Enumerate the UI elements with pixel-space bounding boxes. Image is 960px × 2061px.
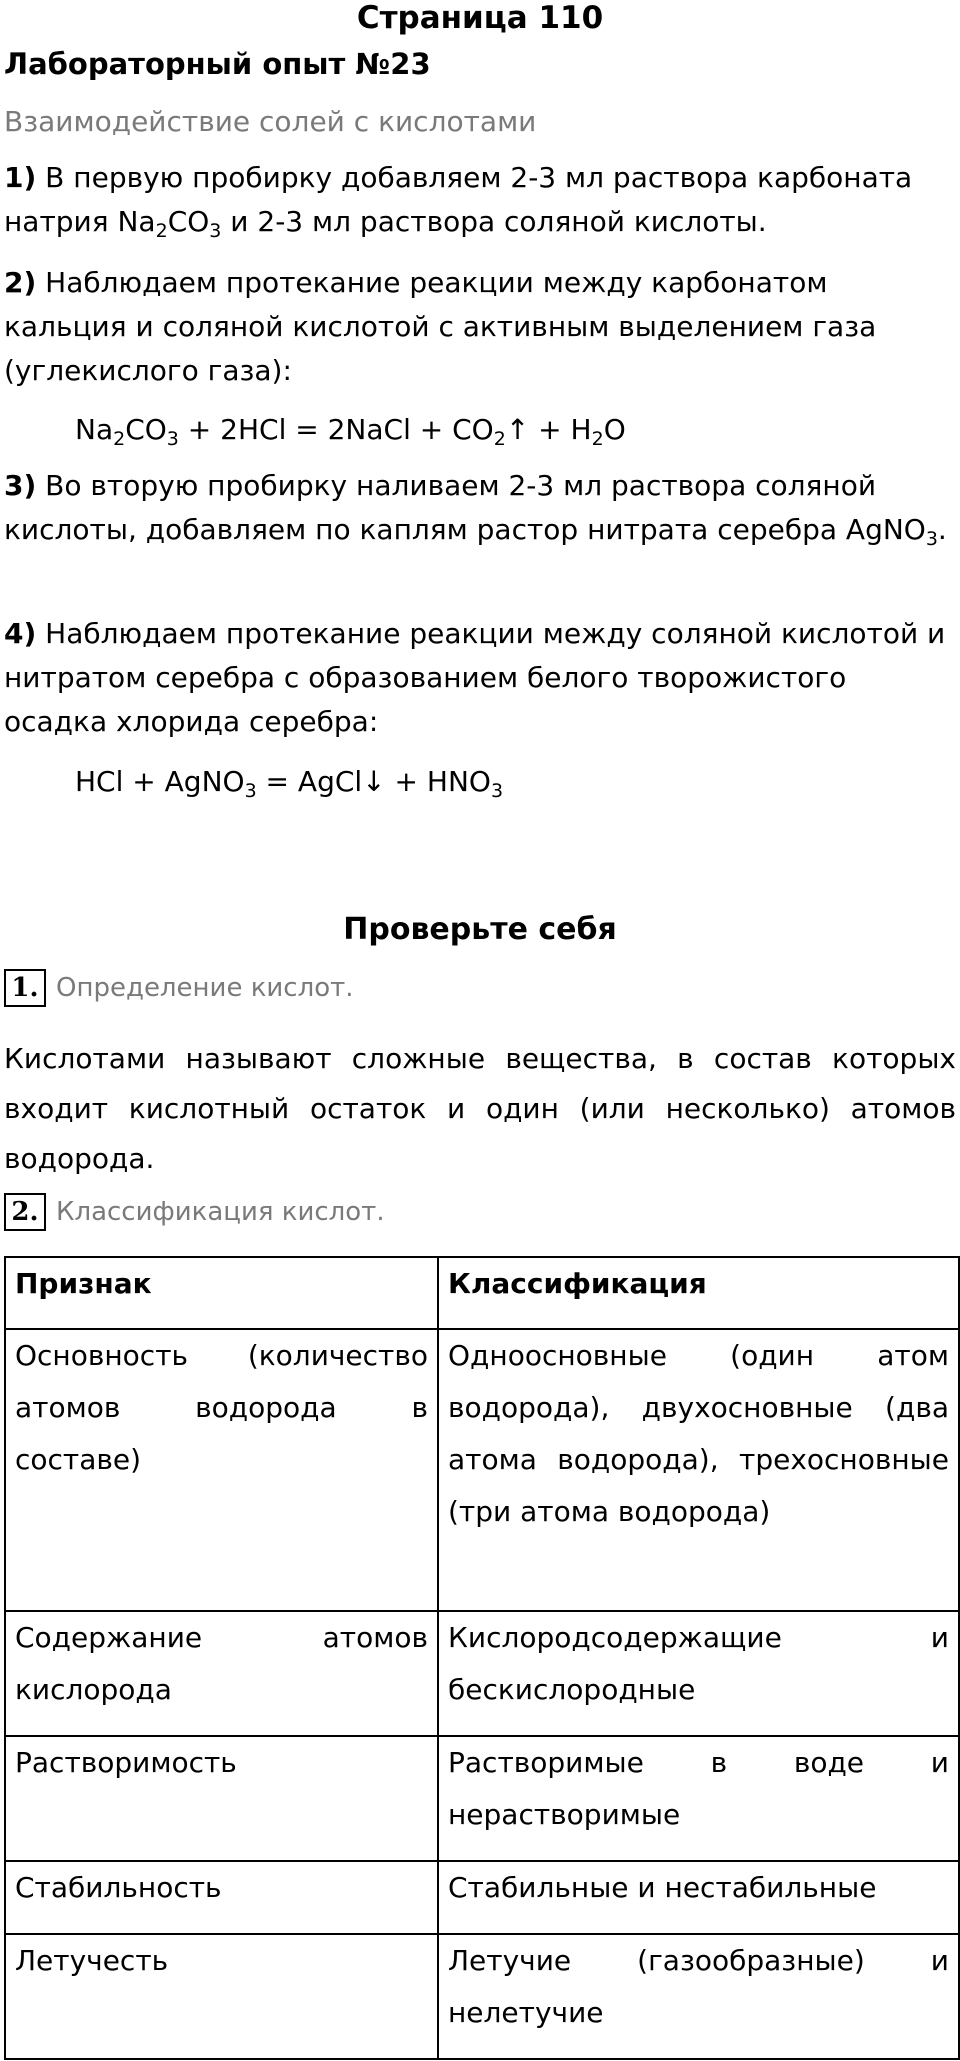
step-number: 2) — [4, 266, 37, 299]
step-number: 1) — [4, 161, 37, 194]
equation-part: CO — [125, 413, 167, 446]
equation-part: Na — [75, 413, 114, 446]
lab-subtitle: Взаимодействие солей с кислотами — [4, 105, 537, 138]
subscript: 2 — [591, 428, 604, 450]
question-number-box: 1. — [4, 969, 46, 1007]
lab-title: Лабораторный опыт №23 — [4, 47, 431, 81]
lab-step-1 — [4, 156, 956, 244]
subscript: 3 — [244, 780, 257, 802]
table-row — [5, 1861, 959, 1934]
lab-step-2 — [4, 261, 956, 393]
page-title: Страница 110 — [356, 0, 604, 36]
step-text: Наблюдаем протекание реакции между карбонатом кальция и соляной кислотой с активным выделением газа (углекислого газа): — [4, 266, 877, 387]
step-text: Наблюдаем протекание реакции между соляной кислотой и нитратом серебра с образованием белого творожистого осадка хлорида серебра: — [4, 617, 946, 738]
check-yourself-title: Проверьте себя — [343, 912, 617, 947]
equation-part: HCl + AgNO — [75, 765, 245, 798]
table-cell: Растворимые в воде и нерастворимые — [438, 1736, 959, 1861]
table-cell: Стабильность — [5, 1861, 438, 1934]
question-number-box: 2. — [4, 1193, 46, 1231]
step-text: и 2-3 мл раствора соляной кислоты. — [221, 205, 767, 238]
classification-table — [4, 1256, 960, 2060]
question-text: Определение кислот. — [56, 973, 354, 1003]
step-number: 3) — [4, 469, 37, 502]
equation-part: = AgCl↓ + HNO — [256, 765, 491, 798]
equation-part: O — [603, 413, 626, 446]
step-text: . — [937, 513, 947, 546]
table-cell: Содержание атомов кислорода — [5, 1611, 438, 1736]
table-header-cell: Классификация — [438, 1257, 959, 1329]
table-row — [5, 1329, 959, 1611]
table-cell: Растворимость — [5, 1736, 438, 1861]
subscript: 3 — [925, 528, 938, 550]
equation-part: + 2HCl = 2NaCl + CO — [178, 413, 494, 446]
subscript: 3 — [166, 428, 179, 450]
table-cell: Летучие (газообразные) и нелетучие — [438, 1934, 959, 2059]
step-text: Во вторую пробирку наливаем 2-3 мл раствора соляной кислоты, добавляем по каплям растор нитрата серебра AgNO — [4, 469, 926, 546]
table-row — [5, 1611, 959, 1736]
table-header-row — [5, 1257, 959, 1329]
table-cell: Стабильные и нестабильные — [438, 1861, 959, 1934]
subscript: 2 — [155, 220, 168, 242]
table-row — [5, 1736, 959, 1861]
lab-step-3 — [4, 464, 956, 552]
answer-1: Кислотами называют сложные вещества, в состав которых входит кислотный остаток и один (или несколько) атомов водорода. — [4, 1042, 956, 1175]
lab-step-4 — [4, 612, 956, 744]
table-cell: Кислородсодержащие и бескислородные — [438, 1611, 959, 1736]
step-number: 4) — [4, 617, 37, 650]
question-text: Классификация кислот. — [56, 1197, 385, 1227]
question-2 — [4, 1192, 385, 1232]
question-1 — [4, 968, 354, 1008]
subscript: 3 — [209, 220, 222, 242]
step-text: CO — [167, 205, 210, 238]
equation-1 — [75, 410, 626, 450]
subscript: 2 — [113, 428, 126, 450]
equation-2 — [75, 762, 503, 802]
table-cell: Основность (количество атомов водорода в составе) — [5, 1329, 438, 1611]
table-row — [5, 1934, 959, 2059]
subscript: 3 — [490, 780, 504, 802]
step-text: В первую пробирку добавляем 2-3 мл раствора карбоната натрия Na — [4, 161, 913, 238]
table-cell: Летучесть — [5, 1934, 438, 2059]
table-cell: Одноосновные (один атом водорода), двухосновные (два атома водорода), трехосновные (три атома водорода) — [438, 1329, 959, 1611]
equation-part: ↑ + H — [505, 413, 592, 446]
table-header-cell: Признак — [5, 1257, 438, 1329]
subscript: 2 — [493, 428, 506, 450]
